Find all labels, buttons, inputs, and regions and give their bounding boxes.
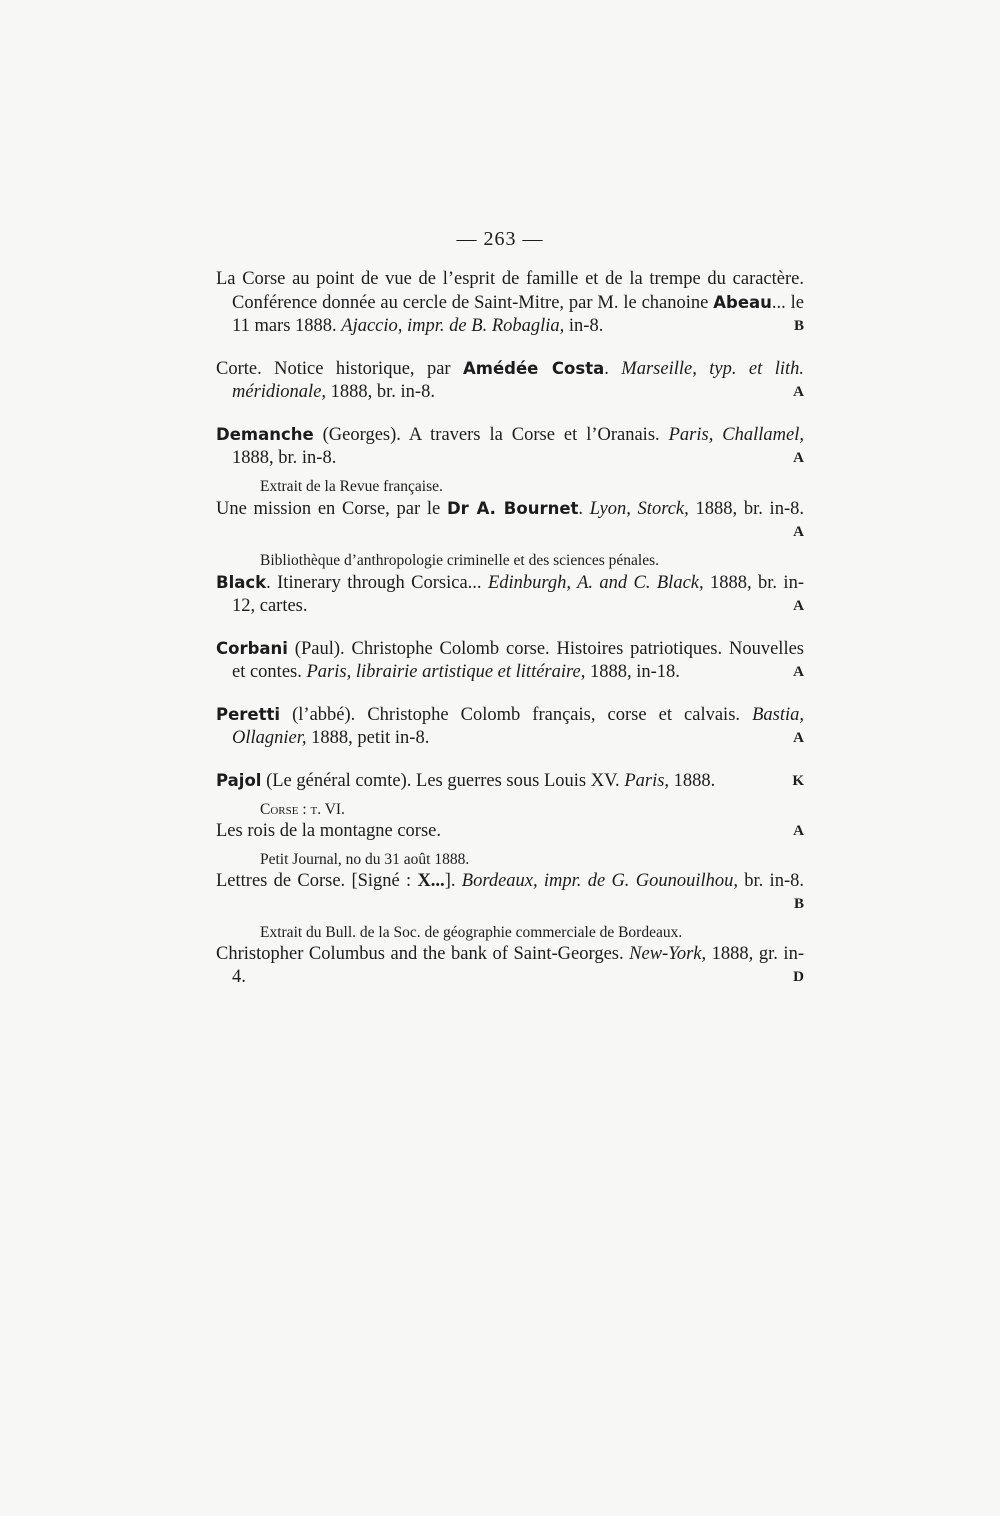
entry-author: Pajol	[216, 771, 262, 790]
entry-note: Petit Journal, no du 31 août 1888.	[260, 851, 470, 868]
entry-title: Corte. Notice historique, par	[216, 359, 464, 379]
entry-note: Extrait du Bull. de la Soc. de géographie commerciale de Bordeaux.	[260, 924, 683, 941]
entry-title: Christopher Columbus and the bank of Saint-Georges.	[216, 944, 630, 964]
entry-title: (Paul). Christophe Colomb corse. Histoires patriotiques. Nouvelles et contes.	[232, 639, 804, 682]
entry-title: Lettres de Corse. [Signé :	[216, 871, 418, 891]
entry-format: in-8.	[564, 316, 604, 336]
bibliography-list	[216, 268, 804, 989]
entry-title: (Le général comte). Les guerres sous Louis XV.	[261, 771, 625, 791]
entry-author: Corbani	[216, 639, 288, 658]
entry-format: 1888, gr. in-4.	[232, 944, 804, 987]
entry-author: Black	[216, 573, 267, 592]
entry-code: A	[793, 664, 804, 680]
entry-separator: .	[604, 359, 622, 379]
entry-note: Extrait de la Revue française.	[260, 478, 443, 495]
entry-format: 1888, br. in-8.	[688, 499, 804, 519]
entry-publisher: New-York,	[629, 944, 707, 964]
entry-format: 1888, in-18.	[585, 662, 680, 682]
bibliography-entry	[216, 943, 804, 989]
bibliography-entry	[216, 423, 804, 470]
entry-title: (Georges). A travers la Corse et l’Oranais.	[313, 425, 669, 445]
entry-publisher: Lyon, Storck,	[589, 499, 689, 519]
entry-format: 1888, br. in-8.	[232, 448, 337, 468]
page-number: — 263 —	[456, 228, 544, 250]
bibliography-entry	[216, 769, 804, 793]
entry-code: A	[793, 450, 804, 466]
entry-code: A	[793, 730, 804, 746]
bibliography-entry	[216, 497, 804, 544]
entry-publisher: Paris,	[624, 771, 670, 791]
entry-author: Amédée Costa	[463, 359, 605, 378]
entry-code: D	[793, 969, 804, 985]
entry-publisher: Bastia, Ollagnier,	[232, 705, 804, 748]
entry-author: Demanche	[216, 425, 314, 444]
bibliography-entry	[216, 357, 804, 404]
entry-publisher: Edinburgh, A. and C. Black,	[487, 573, 704, 593]
entry-publisher: Marseille, typ. et lith. méridionale,	[232, 359, 805, 402]
entry-title: La Corse au point de vue de l’esprit de famille et de la trempe du caractère. Conférence donnée au cercle de Saint-Mitre, par M. le chanoine	[216, 269, 804, 313]
entry-publisher: Ajaccio, impr. de B. Robaglia,	[341, 316, 565, 336]
entry-code: B	[793, 896, 804, 912]
bibliography-entry	[216, 637, 804, 684]
entry-format: 1888, petit in-8.	[306, 728, 430, 748]
entry-code: A	[793, 598, 804, 614]
bibliography-entry	[216, 268, 804, 338]
entry-title: . Itinerary through Corsica...	[266, 573, 488, 593]
entry-publisher: Paris, librairie artistique et littéraire,	[306, 662, 586, 682]
entry-separator: ].	[444, 871, 462, 891]
entry-code: K	[792, 773, 804, 789]
bibliography-entry	[216, 870, 804, 916]
entry-code: A	[793, 384, 804, 400]
entry-author: Abeau	[713, 293, 772, 312]
entry-title: Une mission en Corse, par le	[216, 499, 447, 519]
entry-note: Corse : t. VI.	[260, 801, 345, 818]
entry-note: Bibliothèque d’anthropologie criminelle et des sciences pénales.	[260, 552, 659, 569]
entry-separator: .	[578, 499, 590, 519]
entry-title: (l’abbé). Christophe Colomb français, corse et calvais.	[280, 705, 753, 725]
bibliography-entry	[216, 571, 804, 618]
entry-code: A	[793, 524, 804, 540]
entry-publisher: Bordeaux, impr. de G. Gounouilhou,	[461, 871, 738, 891]
entry-author: X...	[417, 871, 445, 891]
bibliography-entry	[216, 703, 804, 750]
entry-format: 1888.	[669, 771, 716, 791]
entry-author: Dr A. Bournet	[446, 499, 579, 518]
bibliography-entry	[216, 820, 804, 843]
entry-publisher: Paris, Challamel,	[668, 425, 804, 445]
entry-code: B	[793, 318, 804, 334]
entry-author: Peretti	[216, 705, 281, 724]
entry-format: br. in-8.	[737, 871, 804, 891]
entry-format: 1888, br. in-8.	[326, 382, 435, 402]
entry-code: A	[793, 823, 804, 839]
entry-format: 1888, br. in-12, cartes.	[232, 573, 804, 616]
entry-date: ... le 11 mars 1888.	[232, 293, 804, 336]
entry-title: Les rois de la montagne corse.	[216, 821, 442, 841]
